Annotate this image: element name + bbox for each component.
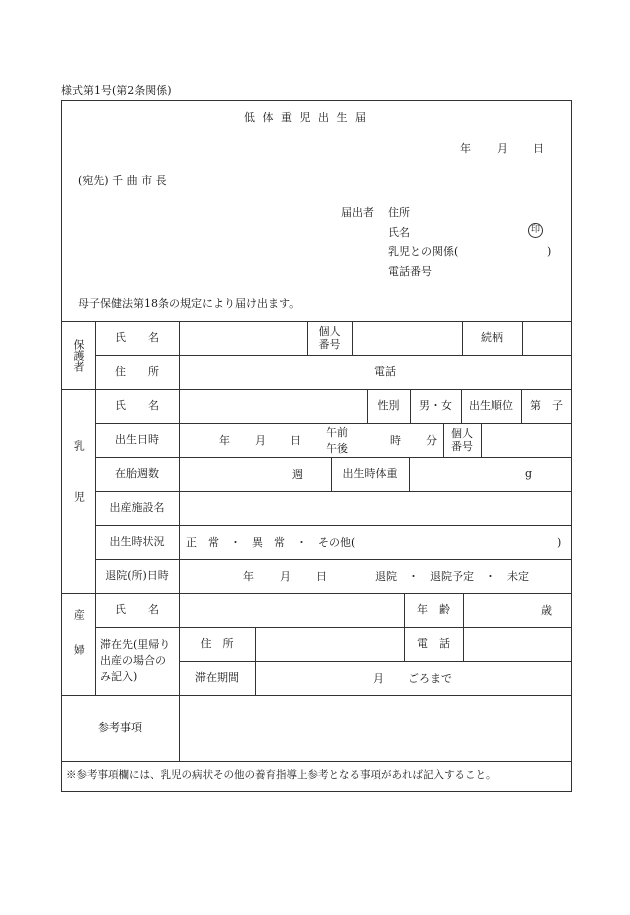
mother-stay-until: ごろまで (408, 672, 452, 685)
mother-name-label: 氏 名 (115, 602, 159, 616)
infant-sex-label: 性別 (377, 398, 400, 412)
statement: 母子保健法第18条の規定により届け出ます。 (78, 297, 301, 310)
form-title: 低 体 重 児 出 生 届 (244, 111, 368, 124)
rule-label-divider (179, 321, 180, 761)
mother-stay-text: 滞在先(里帰り出産の場合のみ記入) (100, 638, 171, 683)
guardian-section-label (61, 321, 95, 389)
infant-condition-options[interactable]: 正 常 ・ 異 常 ・ その他( (186, 536, 356, 549)
infant-gestation-label: 在胎週数 (115, 466, 159, 480)
notifier-name-label: 氏名 (388, 226, 410, 239)
notifier-phone-label: 電話番号 (388, 265, 432, 278)
addressee: (宛先) 千 曲 市 長 (78, 174, 167, 187)
infant-weight-grams: g (525, 467, 533, 480)
infant-birth-year: 年 (219, 434, 230, 447)
remarks-field[interactable] (180, 696, 571, 760)
mother-stay-phone-field[interactable] (464, 628, 571, 660)
infant-condition-label: 出生時状況 (109, 534, 165, 548)
notifier-relation-close: ) (547, 245, 552, 258)
guardian-id-label (307, 321, 352, 355)
infant-birth-order-label: 出生順位 (469, 398, 513, 412)
infant-birthdate-label: 出生日時 (115, 432, 159, 446)
notifier-address-label: 住所 (388, 206, 410, 219)
mother-age-unit: 歳 (541, 604, 552, 617)
mother-age-label: 年 齢 (417, 602, 450, 616)
remarks-label: 参考事項 (98, 720, 142, 734)
infant-sex-value[interactable]: 男・女 (419, 398, 452, 412)
guardian-relation-field[interactable] (523, 322, 571, 354)
infant-birth-minute: 分 (426, 434, 437, 447)
form-number: 様式第1号(第2条関係) (61, 84, 172, 97)
guardian-name-field[interactable] (180, 322, 306, 354)
infant-gestation-weeks: 週 (292, 468, 303, 481)
rule-remarks-bottom (61, 761, 572, 762)
seal-label: 印 (530, 225, 540, 235)
mother-stay-month: 月 (373, 672, 384, 685)
infant-birth-pm: 午後 (326, 442, 348, 455)
mother-stay-label (95, 627, 179, 695)
date-day: 日 (533, 142, 544, 155)
infant-discharge-year: 年 (243, 570, 254, 583)
infant-birth-hour: 時 (390, 434, 401, 447)
infant-discharge-day: 日 (316, 570, 327, 583)
infant-discharge-status[interactable]: 退院 ・ 退院予定 ・ 未定 (375, 570, 529, 583)
date-month: 月 (497, 142, 508, 155)
infant-weight-label: 出生時体重 (342, 466, 398, 480)
guardian-relation-label: 続柄 (481, 330, 503, 344)
infant-section-label (61, 389, 95, 593)
mother-stay-period-label: 滞在期間 (195, 670, 239, 684)
rule-m-period-right (255, 661, 256, 695)
guardian-name-label: 氏 名 (115, 330, 159, 344)
guardian-id-text: 個人番号 (318, 324, 341, 351)
mother-name-field[interactable] (180, 594, 403, 626)
date-year: 年 (460, 142, 471, 155)
mother-section-label (61, 593, 95, 695)
infant-id-field[interactable] (482, 424, 571, 456)
mother-section-text: 産婦 (72, 609, 86, 679)
infant-birth-am: 午前 (326, 426, 348, 439)
notifier-relation-label: 乳児との関係( (388, 245, 459, 258)
rule-m-age-right (463, 593, 464, 627)
guardian-id-field[interactable] (353, 322, 461, 354)
infant-discharge-month: 月 (280, 570, 291, 583)
infant-section-text: 乳児 (72, 440, 86, 542)
mother-stay-address-label: 住 所 (200, 636, 234, 650)
infant-id-text: 個人番号 (451, 426, 473, 453)
infant-facility-field[interactable] (180, 492, 571, 524)
guardian-section-text: 保護者 (72, 338, 86, 372)
infant-discharge-label: 退院(所)日時 (105, 568, 169, 582)
seal-icon (528, 223, 543, 238)
guardian-address-label: 住 所 (115, 364, 159, 378)
guardian-phone-label: 電話 (374, 364, 396, 378)
notifier-label: 届出者 (341, 206, 374, 219)
mother-stay-address-field[interactable] (256, 628, 403, 660)
infant-birth-day: 日 (290, 434, 301, 447)
infant-id-label (443, 423, 481, 457)
mother-stay-phone-label: 電 話 (417, 636, 450, 650)
infant-birth-month: 月 (255, 434, 266, 447)
infant-birth-order-value[interactable]: 第 子 (530, 398, 563, 412)
infant-name-field[interactable] (180, 390, 366, 422)
footnote: ※参考事項欄には、乳児の病状その他の養育指導上参考となる事項があれば記入すること。 (66, 769, 497, 781)
infant-facility-label: 出産施設名 (109, 500, 165, 514)
rule-i-weight-right (409, 457, 410, 491)
infant-name-label: 氏 名 (115, 398, 159, 412)
infant-condition-close: ) (557, 536, 562, 549)
